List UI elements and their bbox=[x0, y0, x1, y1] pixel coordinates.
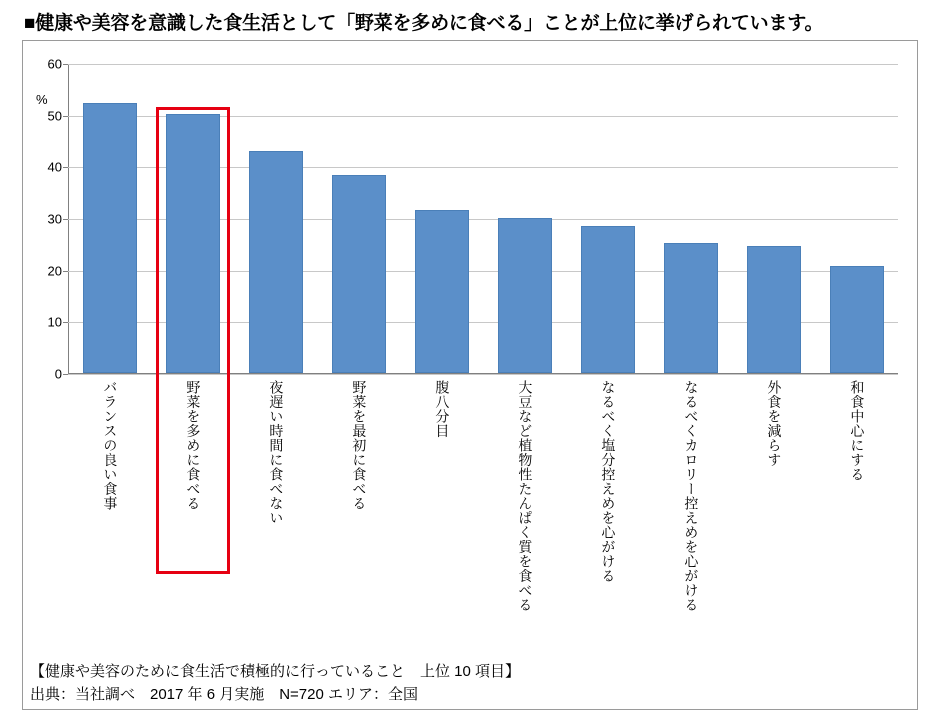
x-axis-category-label: 野菜を最初に食べる bbox=[351, 380, 368, 511]
category-slot bbox=[815, 380, 898, 650]
y-axis-tick-label: 40 bbox=[47, 159, 62, 175]
bar-series bbox=[68, 63, 898, 373]
y-axis-tick-mark bbox=[63, 374, 68, 375]
x-axis-category-label: バランスの良い食事 bbox=[102, 380, 119, 511]
y-axis-unit: % bbox=[36, 92, 48, 107]
x-axis-category-label: なるべくカロリー控えめを心がける bbox=[683, 380, 700, 612]
footnote-line-2: 出典：当社調べ 2017 年 6 月実施 N=720 エリア：全国 bbox=[30, 686, 419, 704]
y-axis-tick-label: 10 bbox=[47, 314, 62, 330]
y-axis-tick-label: 30 bbox=[47, 211, 62, 227]
category-slot bbox=[68, 380, 151, 650]
bar-slot bbox=[732, 63, 815, 373]
bar bbox=[664, 243, 718, 373]
bar bbox=[249, 151, 303, 373]
bar bbox=[747, 246, 801, 373]
bar-slot bbox=[234, 63, 317, 373]
gridline bbox=[68, 374, 898, 375]
page-title: ■健康や美容を意識した食生活として「野菜を多めに食べる」ことが上位に挙げられています。 bbox=[24, 13, 824, 34]
bar bbox=[498, 218, 552, 373]
category-slot bbox=[151, 380, 234, 650]
bar bbox=[166, 114, 220, 373]
footnote-line-1: 【健康や美容のために食生活で積極的に行っていること 上位 10 項目】 bbox=[30, 663, 521, 680]
x-axis-category-label: 腹八分目 bbox=[434, 380, 451, 438]
bar bbox=[581, 226, 635, 373]
category-slot bbox=[483, 380, 566, 650]
bar-slot bbox=[317, 63, 400, 373]
chart-footnote bbox=[30, 660, 910, 707]
bar bbox=[830, 266, 884, 373]
bar bbox=[415, 210, 469, 373]
plot-wrapper bbox=[24, 54, 916, 654]
category-labels bbox=[68, 380, 898, 650]
category-slot bbox=[400, 380, 483, 650]
x-axis-category-label: 和食中心にする bbox=[849, 380, 866, 482]
bar-slot bbox=[151, 63, 234, 373]
bar bbox=[83, 103, 137, 373]
y-axis-tick-label: 0 bbox=[54, 366, 62, 382]
y-axis-tick-label: 20 bbox=[47, 263, 62, 279]
category-slot bbox=[732, 380, 815, 650]
category-slot bbox=[317, 380, 400, 650]
bar-slot bbox=[400, 63, 483, 373]
x-axis-category-label: 大豆など植物性たんぱく質を食べる bbox=[517, 380, 534, 612]
bar bbox=[332, 175, 386, 373]
bar-slot bbox=[68, 63, 151, 373]
x-axis-category-label: 夜遅い時間に食べない bbox=[268, 380, 285, 525]
category-slot bbox=[234, 380, 317, 650]
category-slot bbox=[649, 380, 732, 650]
x-axis-category-label: 野菜を多めに食べる bbox=[185, 380, 202, 511]
bar-slot bbox=[815, 63, 898, 373]
bar-slot bbox=[566, 63, 649, 373]
bar-slot bbox=[483, 63, 566, 373]
bar-slot bbox=[649, 63, 732, 373]
x-axis-category-label: なるべく塩分控えめを心がける bbox=[600, 380, 617, 583]
x-axis-category-label: 外食を減らす bbox=[766, 380, 783, 467]
category-slot bbox=[566, 380, 649, 650]
y-axis-tick-label: 60 bbox=[47, 56, 62, 72]
plot-area bbox=[47, 56, 898, 382]
y-axis-tick-label: 50 bbox=[47, 108, 62, 124]
